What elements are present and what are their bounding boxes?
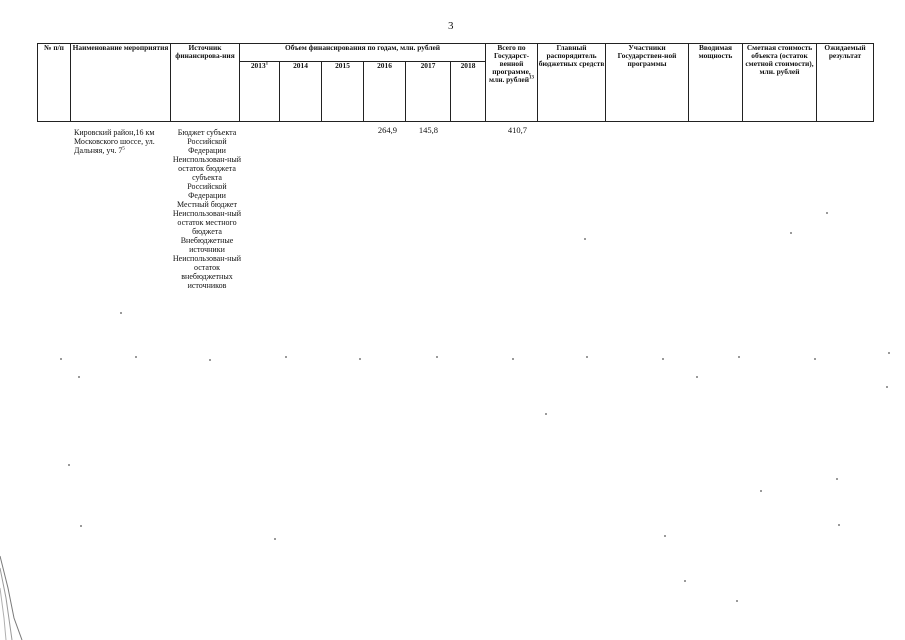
header-result: Ожидаемый результат bbox=[817, 44, 874, 122]
source-item: Неиспользован-ный остаток бюджета субъекта Российской Федерации bbox=[172, 155, 242, 200]
page-corner-edge bbox=[0, 548, 30, 640]
source-item: Внебюджетные источники bbox=[180, 236, 234, 254]
source-item: Местный бюджет bbox=[177, 200, 237, 209]
header-number: № п/п bbox=[38, 44, 71, 122]
header-funding: Объем финансирования по годам, млн. рублей bbox=[240, 44, 486, 62]
header-name: Наименование мероприятия bbox=[71, 44, 171, 122]
year-2017: 2017 bbox=[406, 62, 451, 122]
source-item: Неиспользован-ный остаток внебюджетных источников bbox=[172, 254, 242, 290]
source-item: Неиспользован-ный остаток местного бюджета bbox=[172, 209, 242, 236]
value-2016: 264,9 bbox=[377, 125, 397, 135]
header-participants: Участники Государствен-ной программы bbox=[606, 44, 689, 122]
funding-table bbox=[37, 43, 874, 122]
page-number: 3 bbox=[448, 20, 454, 32]
value-2017: 145,8 bbox=[418, 125, 438, 135]
year-2018: 2018 bbox=[451, 62, 486, 122]
year-2013: 2013$^1$ bbox=[240, 62, 280, 122]
funding-sources bbox=[172, 128, 242, 290]
header-manager: Главный распорядитель бюджетных средств bbox=[538, 44, 606, 122]
header-source: Источник финансирова-ния bbox=[171, 44, 240, 122]
measure-name: Кировский район,16 км Московского шоссе, ул. Дальняя, уч. $7^5$ bbox=[74, 128, 155, 155]
year-2015: 2015 bbox=[322, 62, 364, 122]
header-total: Всего по Государст-венной программе, млн. рублей$^{13}$ bbox=[486, 44, 538, 122]
year-2014: 2014 bbox=[280, 62, 322, 122]
header-capacity: Вводимая мощность bbox=[689, 44, 743, 122]
source-item: Бюджет субъекта Российской Федерации bbox=[177, 128, 237, 155]
header-cost: Сметная стоимость объекта (остаток сметной стоимости), млн. рублей bbox=[743, 44, 817, 122]
year-2016: 2016 bbox=[364, 62, 406, 122]
value-total: 410,7 bbox=[507, 125, 527, 135]
